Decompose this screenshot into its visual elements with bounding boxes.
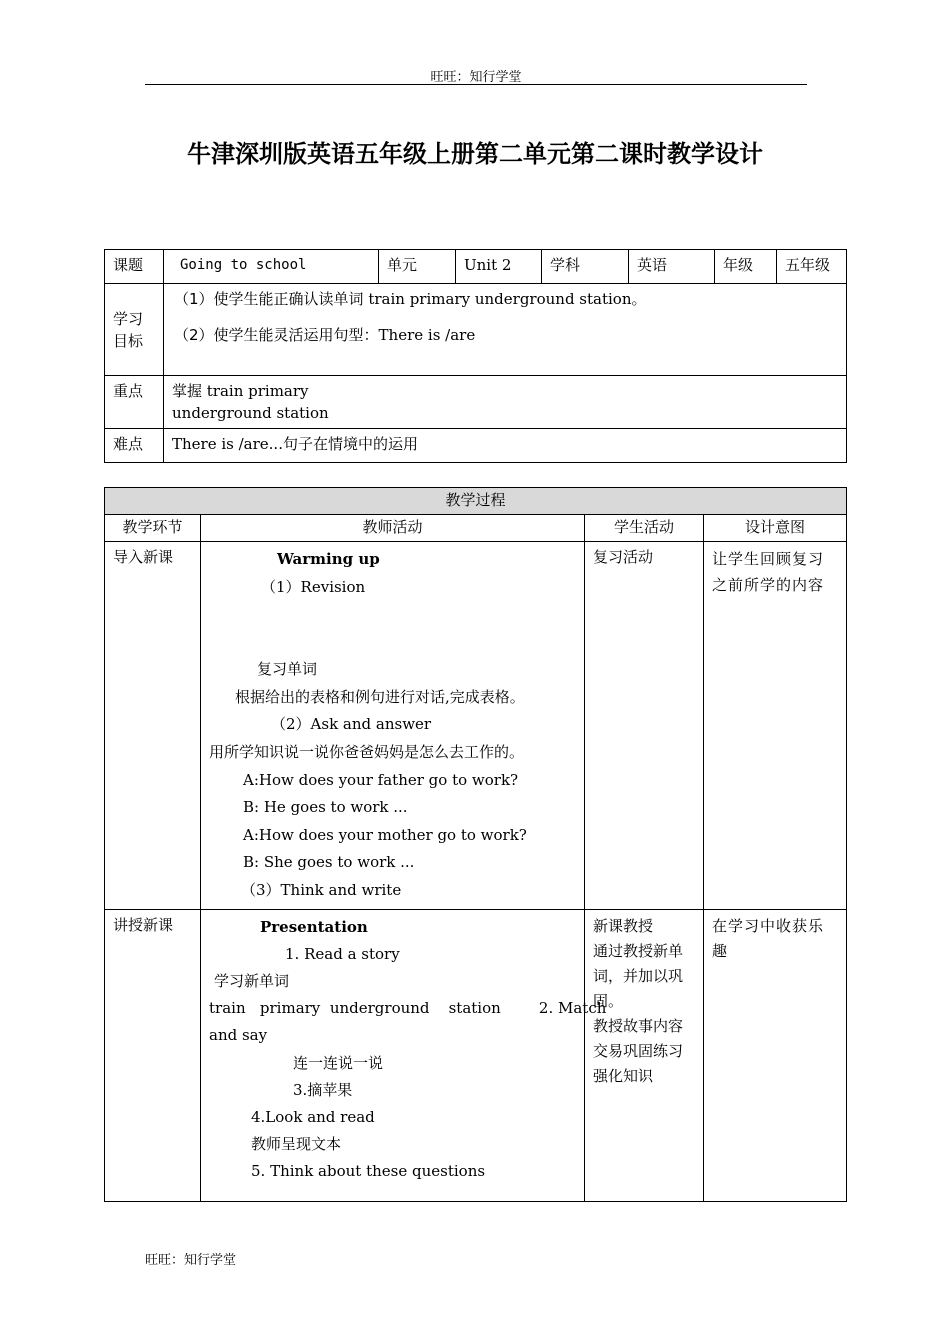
design-intent-intro: 让学生回顾复习 之前所学的内容 <box>704 542 847 910</box>
grade-value: 五年级 <box>777 250 847 284</box>
grade-label: 年级 <box>715 250 777 284</box>
key-label: 重点 <box>105 376 164 429</box>
design-intent-new: 在学习中收获乐 趣 <box>704 909 847 1201</box>
topic-value: Going to school <box>164 250 379 284</box>
student-activity-new: 新课教授 通过教授新单 词，并加以巩 固。 教授故事内容 交易巩固练习 强化知识 <box>585 909 704 1201</box>
page-footer: 旺旺：知行学堂 <box>145 1253 237 1268</box>
teaching-process-table <box>104 487 847 1202</box>
header-teacher: 教师活动 <box>201 515 585 542</box>
teacher-activity-intro: Warming up （1）Revision 复习单词 根据给出的表格和例句进行对话,完成表格。 （2）Ask and answer 用所学知识说一说你爸爸妈妈是怎么去工作的。 A:How does your father go to work? B: He goes to work ... A:How does your mother go to work? B: She goes to work ... （3）Think and write <box>201 542 585 910</box>
stage-new-lesson: 讲授新课 <box>105 909 201 1201</box>
difficulty-label: 难点 <box>105 429 164 463</box>
process-title: 教学过程 <box>105 488 847 515</box>
goal-2: （2）使学生能灵活运用句型：There is /are <box>174 326 476 344</box>
goals-label: 学习 目标 <box>105 284 164 376</box>
stage-intro: 导入新课 <box>105 542 201 910</box>
page-header: 旺旺：知行学堂 <box>430 70 522 85</box>
subject-value: 英语 <box>629 250 715 284</box>
key-content: 掌握 train primary underground station <box>164 376 847 429</box>
teacher-activity-new: Presentation 1. Read a story 学习新单词 train primary underground station 2. Match and say 连一连说一说 3.摘苹果 4.Look and read 教师呈现文本 5. Think about these questions <box>201 909 585 1201</box>
header-divider <box>145 84 807 85</box>
header-intent: 设计意图 <box>704 515 847 542</box>
header-stage: 教学环节 <box>105 515 201 542</box>
unit-value: Unit 2 <box>456 250 542 284</box>
goal-1: （1）使学生能正确认读单词 train primary underground station。 <box>174 290 647 308</box>
student-activity-intro: 复习活动 <box>585 542 704 910</box>
page-title: 牛津深圳版英语五年级上册第二单元第二课时教学设计 <box>187 140 763 168</box>
unit-label: 单元 <box>379 250 456 284</box>
topic-label: 课题 <box>105 250 164 284</box>
lesson-info-table <box>104 249 847 463</box>
subject-label: 学科 <box>542 250 629 284</box>
header-student: 学生活动 <box>585 515 704 542</box>
difficulty-content: There is /are...句子在情境中的运用 <box>164 429 847 463</box>
goals-content <box>164 284 847 376</box>
